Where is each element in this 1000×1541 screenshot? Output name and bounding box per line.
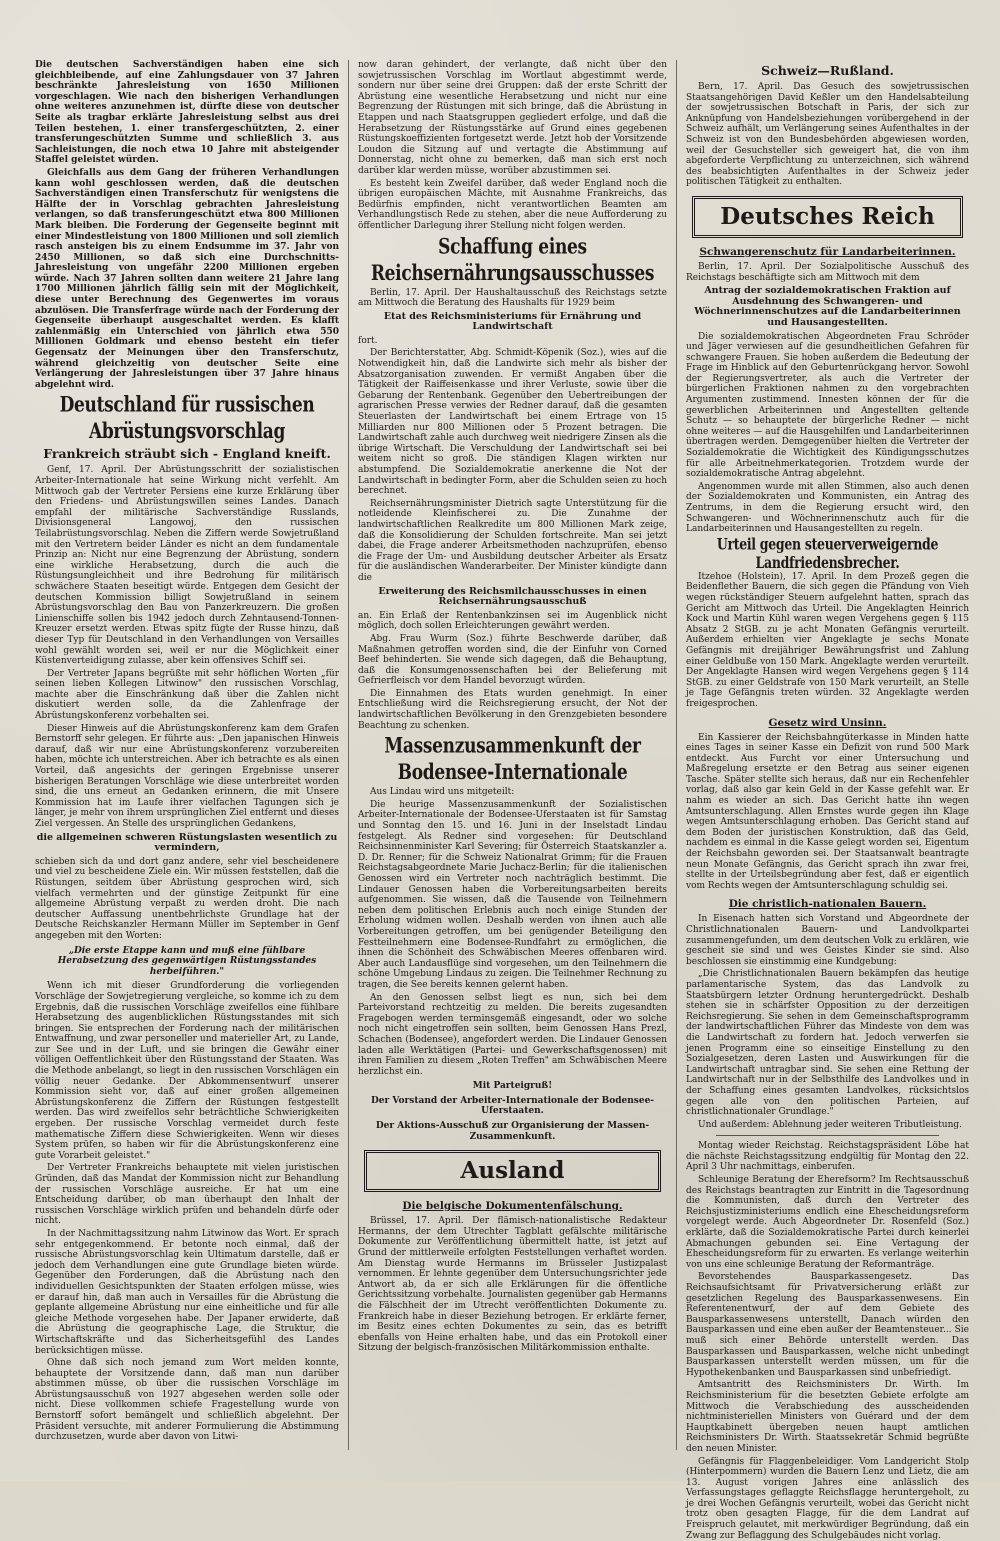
article-paragraph: Abg. Frau Wurm (Soz.) führte Beschwerde darüber, daß Maßnahmen getroffen worden sind, die der Einfuhr von Corned Beef behinderten. Sie wende sich dagegen, daß die Behauptung, daß die Konsumgenossenschaften bei der Belieferung mit Gefrierfleisch vor dem Handel bevorzugt würden. — [358, 634, 667, 687]
closing-greeting: Mit Parteigruß! — [358, 1081, 667, 1092]
section-header-deutsches-reich: Deutsches Reich — [692, 196, 963, 238]
headline-bodensee: Massenzusammenkunft der Bodensee-Internationale — [358, 734, 667, 787]
brief-news-item: Montag wieder Reichstag. Reichstagspräsident Löbe hat die nächste Reichstagssitzung endgültig für Montag den 22. April 3 Uhr nachmittags, einberufen. — [686, 1141, 969, 1173]
article-paragraph: Reichsernährungsminister Dietrich sagte Unterstützung für die notleidende Kleinfischerei zu. Die Zunahme der landwirtschaftlichen Realkredite um 800 Millionen Mark zeige, daß die Konsolidierung der Schulden fortschreite. Man sei jetzt dabei, die Frage anderer Arbeitsmethoden nachzuprüfen, ebenso die Frage der Um- und Ausbildung deutscher Arbeiter als Ersatz für die ausländischen Wanderarbeiter. Der Minister kündigte dann die — [358, 499, 667, 584]
brief-news-item: Bevorstehendes Bausparkassengesetz. Das Reichsaufsichtsamt für Privatversicherung erläßt zur gesetzlichen Regelung des Bausparkassenwesens. Ein Referentenentwurf, der auf dem Gebiete des Bausparkassenwesens unterstellt, Danach würden den Bausparkassen und eine eben außer der Beamtensteuer... Sie muß sich einer Behörde unterstellt werden. Das Bausparkassen und Bausparkassen, welche nicht unbedingt Bausparkassen unterstellt werden müssen, um für die Hypothekenbanken und Bausparkassen sind unbefriedigt. — [686, 1272, 969, 1378]
article-paragraph: Brüssel, 17. April. Der flämisch-nationalistische Redakteur Hermanns, der dem Utrechter Tagblatt gefälschte militärische Dokumente zur Veröffentlichung übermittelt hatte, ist jetzt auf Grund der mittlerweile erfolgten Feststellungen verhaftet worden. Am Dienstag wurde Hermanns im Brüsseler Justizpalast vernommen. Er lehnte gegenüber dem Untersuchungsrichter jede Antwort ab, da er sich alle Erklärungen für die öffentliche Gerichtssitzung vorbehalte. Journalisten gegenüber gab Hermanns die Fälschheit der im Utrecht veröffentlichten Dokumente zu. Frankreich habe in dieser Beziehung betrogen. Er erklärte ferner, im Besitz eines echten Dokumentes zu sein, das es betrifft ebenfalls von Heine erhalten habe, und das ein Protokoll einer Sitzung der belgisch-französischen Militärkommission enthalte. — [358, 1216, 667, 1354]
article-paragraph: Und außerdem: Ablehnung jeder weiteren Tributleistung. — [686, 1120, 969, 1131]
article-paragraph: Ein Kassierer der Reichsbahngüterkasse in Minden hatte eines Tages in seiner Kasse ein Defizit von rund 500 Mark entdeckt. Aus Furcht vor einer Untersuchung und Maßregelung ersetzte er den Betrag aus seiner eigenen Tasche. Später stellte sich heraus, daß nur ein Rechenfehler vorlag, daß also gar kein Geld in der Kasse gefehlt war. Er nahm es wieder an sich. Das Gericht hatte ihn wegen Amtsunterschlagung. Allen Ernstes wurde gegen ihn Klage wegen Amtsunterschlagung erhoben. Das Gericht stand auf dem Boden der juristischen Konstruktion, daß das Geld, nachdem es einmal in die Kasse gelegt worden sei, Eigentum der Reichsbahn geworden sei. Der Staatsanwalt beantragte neun Monate Gefängnis, das Gericht sprach ihn zwar frei, stellte in der Urteilsbegründung aber fest, daß er eigentlich vom Rechts wegen der Amtsunterschlagung schuldig sei. — [686, 733, 969, 892]
article-paragraph: Es besteht kein Zweifel darüber, daß weder England noch die übrigen europäischen Mächte, mit Ausnahme Frankreichs, das Bedürfnis empfinden, nicht verantwortlichen Beamten am Verhandlungstisch Rede zu stehen, aber die neue Aufforderung zu öffentlicher Darlegung ihrer Stellung nicht folgen werden. — [358, 179, 667, 232]
column-1 — [26, 60, 348, 1450]
headline-belgian-forgery: Die belgische Dokumentenfälschung. — [358, 1200, 667, 1213]
signature-block: Der Aktions-Ausschuß zur Organisierung der Massen-Zusammenkunft. — [358, 1121, 667, 1142]
headline-swiss-russia: Schweiz—Rußland. — [686, 63, 969, 78]
article-paragraph: Gleichfalls aus dem Gang der früheren Verhandlungen kann wohl geschlossen werden, daß die deutschen Sachverständigen einen Transferschutz für wenigstens die Hälfte der in Vorschlag gebrachten Jahresleistung verlangen, so daß transferungeschützt etwa 800 Millionen Mark bleiben. Die Forderung der Gegenseite beginnt mit einer Mindestleistung von 1800 Millionen und soll ziemlich rasch ansteigen bis zu einem Endsumme im 37. Jahr von 2450 Millionen, so daß sich eine Durchschnitts-Jahresleistung von ungefähr 2200 Millionen ergeben würde. Nach 37 Jahren sollten dann weitere 21 Jahre lang 1700 Millionen jährlich fällig sein mit der Möglichkeit, diese unter Berechnung des Gegenwertes im voraus abzulösen. Die Transferfrage würde nach der Forderung der Gegenseite überhaupt ausgeschaltet werden. Es klafft zahlenmäßig ein Unterschied von jährlich etwa 550 Millionen Goldmark und ebenso besteht ein tiefer Gegensatz der Meinungen über den Transferschutz, während gleichzeitig von deutscher Seite eine Verlängerung der Jahresleistungen über 37 Jahre hinaus abgelehnt wird. — [35, 168, 339, 390]
article-paragraph: In Eisenach hatten sich Vorstand und Abgeordnete der Christlichnationalen Bauern- und Landvolkpartei zusammengefunden, um dem deutschen Volk zu erklären, wie gescheit sie sind und wes Geistes Kinder sie sind. Also beschlossen sie einstimmig eine Kundgebung: — [686, 914, 969, 967]
article-paragraph: now daran gehindert, der verlangte, daß nicht über den sowjetrussischen Vorschlag im Wortlaut abgestimmt werde, sondern nur über seine drei Gruppen: daß der erste Schritt der Abrüstung eine wesentliche Herabsetzung und nicht nur eine Begrenzung der Rüstungen mit sich bringe, daß die Abrüstung in Etappen und nach Staatsgruppen gegliedert erfolge, und daß die Herabsetzung der Rüstungsstärke auf Grund eines gegebenen Rüstungskoeffizienten fortgesetzt werde. Jetzt hob der Vorsitzende Loudon die Sitzung auf und vertagte die Abstimmung auf Donnerstag, nicht ohne zu bemerken, daß man sich erst noch darüber klar werden müsse, worüber abzustimmen sei. — [358, 60, 667, 177]
brief-news-item: Gefängnis für Flaggenbeleidiger. Vom Landgericht Stolp (Hinterpommern) wurden die Bauern Lenz und Lietz, die am 13. August vorigen Jahres eine anlässlich des Verfassungstages geflaggte Reichsflagge heruntergeholt, zu je drei Wochen Gefängnis verurteilt, wobei das Gericht nicht trotz oben gesagten Flagge, für die dem Landrat auf Freispruch gelautet, mit merkwürdiger Begründung, daß ein Zwang zur Beflaggung des Schulgebäudes nicht vorlag. — [686, 1457, 969, 1541]
headline-food-committee: Schaffung eines Reichsernährungsausschusses — [358, 234, 667, 287]
article-paragraph: Angenommen wurde mit allen Stimmen, also auch denen der Sozialdemokraten und Kommunisten, ein Antrag des Zentrums, in dem die Regierung ersucht wird, den Schwangeren- und Wöchnerinnenschutz auch für die Landarbeiterinnen und Hausangestellten zu regeln. — [686, 482, 969, 535]
article-paragraph: Der Berichterstatter, Abg. Schmidt-Köpenik (Soz.), wies auf die Notwendigkeit hin, daß die Landwirte sich mehr als bisher der Absatzorganisation zuwenden. Er vermißt Angaben über die Tätigkeit der Raiffeisenkasse und ihrer Verluste, sowie über die Gebarung der Rentenbank. Gegenüber den Uebertreibungen der agrarischen Presse verwies der Redner darauf, daß die gesamten Steuerlasten der Landwirtschaft bei einem Ertrage von 15 Milliarden nur 800 Millionen oder 5 Prozent betragen. Die Landwirtschaft zahle auch durchweg weit niedrigere Zinsen als die übrige Wirtschaft. Die Verschuldung der Landwirtschaft sei bei weitem nicht so groß. Die ständigen Klagen wirkten nur abstumpfend. Die Sozialdemokratie anerkenne die Not der Landwirtschaft in bedingter Form, aber die Schulden seien zu hoch berechnet. — [358, 348, 667, 496]
signature-block: Der Vorstand der Arbeiter-Internationale der Bodensee-Uferstaaten. — [358, 1096, 667, 1117]
article-paragraph: Dieser Hinweis auf die Abrüstungskonferenz kam dem Grafen Bernstorff sehr gelegen. Er führte aus: „Den japanischen Hinweis darauf, daß wir nur eine Abrüstungskonferenz vorzubereiten haben, möchte ich unterstreichen. Aber ich betrachte es als einen Vorteil, daß angesichts der geringen Ergebnisse unserer bisherigen Beratungen Vorschläge wie diese unterbreitet worden sind, die uns erneut an Gedanken erinnern, die mit Unsere Kommission hat im Laufe ihrer vielfachen Tagungen sich je länger, je mehr von ihrem ursprünglichen Ziel entfernt und dieses Ziel vergessen. An Stelle des ursprünglichen Gedankens, — [35, 724, 339, 830]
article-paragraph: Berlin, 17. April. Der Sozialpolitische Ausschuß des Reichstags beschäftigte sich am Mittwoch mit dem — [686, 262, 969, 283]
article-paragraph: Der Vertreter Frankreichs behauptete mit vielen juristischen Gründen, daß das Mandat der Kommission nicht zur Behandlung der russischen Vorschläge ausreiche. Er hat um eine Entscheidung darüber, ob man überhaupt den Inhalt der russischen Vorschläge wirklich prüfen und behandeln dürfe oder nicht. — [35, 1163, 339, 1227]
center-bold-line: Erweiterung des Reichsmilchausschusses in einen Reichsernährungsausschuß — [358, 587, 667, 608]
column-2 — [348, 60, 676, 1450]
article-paragraph: Berlin, 17. April. Der Haushaltausschuß des Reichstags setzte am Mittwoch die Beratung des Haushalts für 1929 beim — [358, 288, 667, 309]
article-paragraph: Aus Lindau wird uns mitgeteilt: — [358, 787, 667, 798]
headline-christian-farmers: Die christlich-nationalen Bauern. — [686, 898, 969, 911]
headline-tax-rioters-verdict: Urteil gegen steuerverweigernde Landfriedensbrecher. — [686, 534, 969, 572]
article-paragraph: Der Vertreter Japans begrüßte mit sehr höflichen Worten „für seinen lieben Kollegen Litwinow" den russischen Vorschlag, machte aber die Einschränkung daß über die Zahlen nicht diskutiert werden solle, da die Zahlenfrage der Abrüstungskonferenz vorbehalten sei. — [35, 669, 339, 722]
article-paragraph: Itzehoe (Holstein), 17. April. In dem Prozeß gegen die Beidenflether Bauern, die sich gegen die Pfändung von Vieh wegen rückständiger Steuern aufgelehnt hatten, sprach das Gericht am Mittwoch das Urteil. Die Angeklagten Heinrich Kock und Martin Kühl waren wegen Vergehens gegen § 115 Absatz 2 StGB. zu je acht Monaten Gefängnis verurteilt. Außerdem erhielten vier Angeklagte je sechs Monate Gefängnis mit dreijähriger Bewährungsfrist und Zahlung einer Geldbuße von 150 Mark. Angeklagte werden verurteilt. Der Angeklagte Hansen wird wegen Vergehens gegen § 114 StGB. zu einer Geldstrafe von 150 Mark verurteilt, an Stelle je Tage Gefängnis treten würden. 32 Angeklagte werden freigesprochen. — [686, 572, 969, 710]
article-paragraph: an. Ein Erlaß der Rentenbankzinsen sei im Augenblick nicht möglich, doch sollen Erleichterungen gewährt werden. — [358, 611, 667, 632]
article-paragraph: An den Genossen selbst liegt es nun, sich bei dem Parteivorstand rechtzeitig zu melden. Die bereits zugesandten Fragebogen werden terminsgemäß eingesandt, oder wo solche noch nicht eingetroffen sein sollten, beim Genossen Hans Prezl, Schachen (Bodensee), angefordert werden. Die Lindauer Genossen laden alle Werktätigen (Partei- und Gewerkschaftsgenossen) mit ihren Familien zu diesem „Roten Treffen" am Schwäbischen Meere herzlichst ein. — [358, 993, 667, 1078]
article-paragraph: Die deutschen Sachverständigen haben eine sich gleichbleibende, auf eine Zahlungsdauer von 37 Jahren beschränkte Jahresleistung von 1650 Millionen vorgeschlagen. Wie nach den bisherigen Verhandlungen ohne weiteres anzunehmen ist, dürfte diese von deutscher Seite als tragbar erklärte Jahresleistung selbst aus drei Teilen bestehen, 1. einer transfergeschützten, 2. einer transferungeschützten Summe und schließlich 3. aus Sachleistungen, die noch etwa 10 Jahre mit absteigender Staffel geleistet würden. — [35, 60, 339, 166]
article-paragraph: Genf, 17. April. Der Abrüstungsschritt der sozialistischen Arbeiter-Internationale hat seine Wirkung nicht verfehlt. Am Mittwoch gab der Vertreter Persiens eine kurze Erklärung über den Friedens- und Abrüstungswillen seines Landes. Danach empfahl der militärische Sachverständige Russlands, Divisionsgeneral Langowoj, den russischen Teilabrüstungsvorschlag. Neben die Ziffern werde Sowjetrußland mit den Vertretern beider Länder es nicht an dem fundamentale Prinzip an: Nicht nur eine Begrenzung der Abrüstung, sondern eine wirkliche Herabsetzung, durch die auch die Rüstungsungleichheit und ihre Bedrohung für militärisch schwächere Staaten beseitigt würde. Entgegen dem Gesicht der deutschen Kommission billigt Sowjetrußland in seinem Abrüstungsvorschlag den Bau von Panzerkreuzern. Die großen Linienschiffe sollen bis 1942 jedoch durch Zehntausend-Tonnen-Kreuzer ersetzt werden. Etwas spitz fügte der Russe hinzu, daß dieser Typ für Deutschland in den Verhandlungen von Versailles wohl gewählt worden sei, weil er nur die Möglichkeit einer Küstenverteidigung zulasse, aber kein offensives Schiff sei. — [35, 465, 339, 666]
article-paragraph: In der Nachmittagssitzung nahm Litwinow das Wort. Er sprach sehr entgegenkommend. Er betonte noch einmal, daß der russische Abrüstungsvorschlag kein Ultimatum darstelle, daß er jedoch dem Verhandlungen eine gute Grundlage bieten würde. Gegenüber den Forderungen, daß die Abrüstung nach den individuellen Gesichtspunkten der Staaten erfolgen müsse, wies er darauf hin, daß man auch in Versailles für die Abrüstung die geplante allgemeine Abrüstung nur eine einheitliche und für alle gleiche Methode vorgesehen habe. Der Japaner erwiderte, daß die Abrüstung die geographische Lage, die Struktur, die Wirtschaftskräfte und das Sicherheitsgefühl des Landes berücksichtigen müsse. — [35, 1229, 339, 1356]
headline-disarmament: Deutschland für russischen Abrüstungsvorschlag — [35, 393, 339, 446]
columns — [26, 60, 978, 1450]
column-3 — [676, 60, 978, 1450]
article-paragraph: fort. — [358, 336, 667, 347]
brief-news-item: Amtsantritt des Reichsministers Dr. Wirth. Im Reichsministerium für die besetzten Gebiete erfolgte am Mittwoch die Verabschiedung des ausscheidenden nichtministeriellen Ministers von Guérard und der dem Hauptkabinett übergeben neuen haupt amtlichen Reichsministers Dr. Wirth. Staatssekretär Schmid begrüßte den neuen Minister. — [686, 1380, 969, 1454]
article-paragraph: Wenn ich mit dieser Grundforderung die vorliegenden Vorschläge der Sowjetregierung vergleiche, so komme ich zu dem Ergebnis, daß die russischen Vorschläge zweifellos eine fühlbare Herabsetzung des augenblicklichen Rüstungsstandes mit sich bringen. Sie entsprechen der Forderung nach der militärischen Entwaffnung, und zwar personeller und materieller Art, zu Lande, zur See und in der Luft, und sie bringen die Gewähr einer völligen Oeffentlichkeit über den Rüstungsstand der Staaten. Was die Methode anbelangt, so liegt in den russischen Vorschlägen ein völlig neuer Gedanke. Der Abkommensentwurf unserer Kommission sieht vor, daß auf einer großen allgemeinen Abrüstungskonferenz die Ziffern der Rüstungen festgestellt werden. Das wird zweifellos sehr beträchtliche Schwierigkeiten ergeben. Der russische Vorschlag vermeidet durch feste mathematische Ziffern diese Schwierigkeiten. Wenn wir dieses System prüfen, so haben wir für die Abrüstungskonferenz eine gute Vorarbeit geleistet." — [35, 981, 339, 1161]
article-paragraph: Bern, 17. April. Das Gesuch des sowjetrussischen Staatsangehörigen David Keßler um den Handelsabteilung der sowjetrussischen Botschaft in Paris, der sich zur Anknüpfung von Handelsbeziehungen vorübergehend in der Schweiz aufhält, um Verlängerung seines Aufenthaltes in der Schweiz ist von den Bundesbehörden abgewiesen worden, weil der Gesuchsteller sich geweigert hat, die von ihm abgeforderte Verpflichtung zu unterzeichnen, sich während des beabsichtigten Aufenthaltes in der Schweiz jeder politischen Tätigkeit zu enthalten. — [686, 82, 969, 188]
pull-quote: „Die erste Etappe kann und muß eine fühlbare Herabsetzung des gegenwärtigen Rüstungsstandes herbeiführen." — [45, 946, 329, 978]
article-paragraph: schieben sich da und dort ganz andere, sehr viel bescheidenere und viel zu bescheidene Ziele ein. Wir müssen feststellen, daß die Rüstungen, seitdem über Abrüstung gesprochen wird, sich vielfach vermehrten und der günstige Zeitpunkt für eine allgemeine Abrüstung verpaßt zu werden droht. Die nach deutscher Auffassung unentbehrlichste Grundlage hat der Deutsche Reichskanzler Hermann Müller im September in Genf angegeben mit den Worten: — [35, 857, 339, 942]
brief-news-item: Schleunige Beratung der Eherefsorm? Im Rechtsausschuß des Reichstags beantragten zur Eintritt in die Tagesordnung die Kommunisten, daß durch den Vertreter des Reichsjustizministeriums endlich eine Ehescheidungsreform vorgelegt werde. Auch Abgeordneter Dr. Rosenfeld (Soz.) erklärte, daß die Sozialdemokratische Partei durch keinerlei Abmachungen gebunden sei. Eine Vertagung der Ehescheidungsreform für zu erwarten. Es verlange weiterhin von uns eine schleunige Beratung der Reformanträge. — [686, 1175, 969, 1270]
article-paragraph: Die sozialdemokratischen Abgeordneten Frau Schröder und Jäger verwiesen auf die gesundheitlichen Gefahren für schwangere Frauen. Sie hoben außerdem die Bedeutung der Frage im Hinblick auf den Geburtenrückgang hervor. Sowohl der Regierungsvertreter, als auch die Vertreter der bürgerlichen Fraktionen nahmen zu den vorgebrachten Argumenten zustimmend. Innesten können der für die gewerblichen Arbeiterinnen und Angestellten geltende Schutz — so behauptete der bürgerliche Redner — nicht ohne weiteres — auf die Hausgehilfen und Landarbeiterinnen übertragen werden. Demgegenüber hielten die Vertreter der Sozialdemokratie die Wichtigkeit des Kündigungsschutzes für alle Arbeitnehmerkategorien. Trotzdem wurde der sozialdemokratische Antrag abgelehnt. — [686, 332, 969, 480]
article-paragraph: Die Einnahmen des Etats wurden genehmigt. In einer Entschließung wird die Reichsregierung ersucht, der Not der landwirtschaftlichen Bevölkerung in den Grenzgebieten besondere Beachtung zu schenken. — [358, 689, 667, 731]
article-paragraph: Ohne daß sich noch jemand zum Wort melden konnte, behauptete der Vorsitzende dann, daß man nun darüber abstimmen müsse, ob über die russischen Vorschläge im Abrüstungsausschuß von 1927 abgesehen werden solle oder nicht. Diese vollkommen schiefe Fragestellung wurde von Bernstorff sofort bemängelt und schließlich abgelehnt. Der Präsident versuchte, mit anderer Formulierung die Abstimmung durchzusetzen, wurde aber davon von Litwi- — [35, 1358, 339, 1443]
article-paragraph: „Die Christlichnationalen Bauern bekämpfen das heutige parlamentarische System, das das Landvolk zu Staatsbürgern letzter Ordnung heruntergedrückt. Deshalb stehen sie in schärfster Opposition zu der derzeitigen Reichsregierung. Sie sehen in dem Gemeinschaftsprogramm der landwirtschaftlichen Führer das Mindeste von dem was die Landwirtschaft zu fordern hat. Jedoch verwerfen sie jenen Programm eine so einseitige Einstellung zu den Sozialgesetzen, deren Lasten und Auswirkungen für die Landwirtschaft untragbar sind. Sie sehen eine Rettung der Landwirtschaft nur in der Selbsthilfe des Landvolkes und in der Schaffung eines gesamten Landvolkes, rücksichtslos gegen alle von den politischen Parteien, auf christlichnationaler Grundlage." — [686, 969, 969, 1117]
center-bold-line: die allgemeinen schweren Rüstungslasten wesentlich zu vermindern, — [35, 833, 339, 854]
center-bold-line: Antrag der sozialdemokratischen Fraktion auf Ausdehnung des Schwangeren- und Wöchnerinnenschutzes auf die Landarbeiterinnen und Hausangestellten. — [686, 286, 969, 328]
article-paragraph: Die heurige Massenzusammenkunft der Sozialistischen Arbeiter-Internationale der Bodensee-Uferstaaten ist für Samstag und Sonntag den 15. und 16. Juni in der Inselstadt Lindau festgelegt. Als Redner sind vorgesehen: für Deutschland Reichsinnenminister Karl Severing; für Österreich Staatskanzler a. D. Dr. Renner; für die Schweiz Nationalrat Grimm; für die Frauen Reichstagsabgeordnete Marie Juchacz-Berlin; für die italienischen Genossen wird ein Vertreter noch nachträglich bestimmt. Die Lindauer Genossen haben die Vorbereitungsarbeiten bereits aufgenommen. Sie wissen, daß die Tausende von Teilnehmern neben dem politischen Erlebnis auch noch einige Stunden der Erholung widmen wollen. Deshalb werden von ihnen auch alle Vorbereitungen getroffen, um bei genügender Beteiligung den Festteilnehmern eine Bodensee-Rundfahrt zu ermöglichen, die ihnen die Schönheit des Schwäbischen Meeres offenbaren wird. Aber auch Landausflüge sind vorgesehen, um den Teilnehmern die schöne Umgebung Lindaus zu zeigen. Die Teilnehmer Rechnung zu tragen, die See bereits kennen gelernt haben. — [358, 800, 667, 991]
section-header-ausland: Ausland — [364, 1150, 661, 1192]
headline-maternity-protection: Schwangerenschutz für Landarbeiterinnen. — [686, 246, 969, 259]
divider — [716, 1135, 939, 1136]
subheadline-disarmament: Frankreich sträubt sich - England kneift. — [35, 446, 339, 461]
center-bold-line: Etat des Reichsministeriums für Ernährung und Landwirtschaft — [358, 312, 667, 333]
headline-law-nonsense: Gesetz wird Unsinn. — [686, 717, 969, 730]
